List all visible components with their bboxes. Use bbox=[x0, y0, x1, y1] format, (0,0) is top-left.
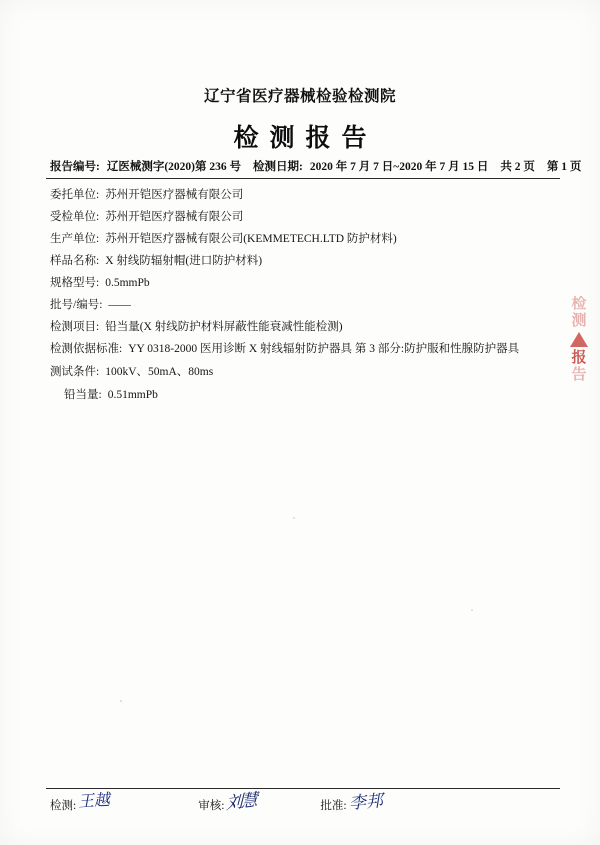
field-label: 测试条件: bbox=[50, 366, 100, 378]
field-label: 铅当量: bbox=[64, 389, 102, 401]
organization-title: 辽宁省医疗器械检验检测院 bbox=[203, 88, 396, 105]
current-page: 第 1 页 bbox=[546, 161, 582, 173]
signature-row bbox=[50, 790, 556, 814]
field-label: 规格型号: bbox=[50, 277, 100, 289]
field-label: 生产单位: bbox=[50, 233, 100, 245]
signature-label: 检测: bbox=[50, 800, 77, 812]
field-label: 样品名称: bbox=[50, 255, 100, 267]
signature-name: 李邦 bbox=[347, 791, 384, 813]
signature-tester bbox=[50, 791, 111, 813]
stamp-char: 测 bbox=[571, 313, 587, 329]
red-stamp bbox=[562, 296, 596, 408]
field-row bbox=[50, 362, 556, 383]
signature-label: 批准: bbox=[320, 800, 347, 812]
field-label: 委托单位: bbox=[50, 189, 100, 201]
signature-approver bbox=[320, 791, 384, 813]
field-row bbox=[50, 229, 556, 250]
field-label: 受检单位: bbox=[50, 211, 100, 223]
field-value: 0.51mmPb bbox=[107, 389, 158, 401]
field-value: —— bbox=[108, 299, 132, 311]
field-row bbox=[50, 185, 556, 206]
field-value: 铅当量(X 射线防护材料屏蔽性能衰减性能检测) bbox=[105, 321, 343, 333]
field-row bbox=[50, 251, 556, 272]
report-no-label: 报告编号: bbox=[50, 161, 100, 173]
field-value: 100kV、50mA、80ms bbox=[105, 366, 214, 378]
field-value: 苏州开铠医疗器械有限公司 bbox=[105, 189, 244, 201]
total-pages: 共 2 页 bbox=[500, 161, 535, 173]
scan-speck bbox=[471, 609, 473, 611]
test-date-value: 2020 年 7 月 7 日~2020 年 7 月 15 日 bbox=[309, 161, 489, 173]
signature-name: 王越 bbox=[77, 791, 111, 811]
document-title: 检测报告 bbox=[233, 125, 378, 152]
stamp-char: 检 bbox=[571, 296, 587, 312]
scan-speck bbox=[120, 700, 122, 702]
field-label: 检测依据标准: bbox=[50, 343, 123, 355]
report-meta-row bbox=[50, 158, 582, 174]
field-row bbox=[50, 207, 556, 228]
stamp-char: 告 bbox=[571, 367, 587, 383]
stamp-triangle-icon bbox=[570, 332, 588, 347]
field-value: 0.5mmPb bbox=[105, 277, 150, 289]
field-row bbox=[50, 295, 556, 316]
field-value: 苏州开铠医疗器械有限公司 bbox=[105, 211, 244, 223]
field-label: 检测项目: bbox=[50, 321, 100, 333]
signature-label: 审核: bbox=[198, 800, 225, 812]
header-divider bbox=[46, 178, 560, 179]
field-value: YY 0318-2000 医用诊断 X 射线辐射防护器具 第 3 部分:防护服和性腺防护器具 bbox=[128, 343, 520, 355]
test-date-label: 检测日期: bbox=[253, 161, 303, 173]
report-no-value: 辽医械测字(2020)第 236 号 bbox=[106, 161, 242, 173]
footer-divider bbox=[46, 788, 560, 789]
field-row bbox=[50, 273, 556, 294]
field-value: X 射线防辐射帽(进口防护材料) bbox=[105, 255, 263, 267]
signature-name: 刘慧 bbox=[226, 790, 257, 814]
stamp-char: 报 bbox=[571, 350, 587, 366]
fields-list bbox=[50, 185, 556, 407]
scan-speck bbox=[293, 517, 295, 519]
field-row bbox=[50, 317, 556, 338]
field-label: 批号/编号: bbox=[50, 299, 103, 311]
field-row bbox=[50, 385, 556, 406]
field-value: 苏州开铠医疗器械有限公司(KEMMETECH.LTD 防护材料) bbox=[105, 233, 397, 245]
signature-reviewer bbox=[198, 790, 257, 814]
field-row bbox=[50, 339, 556, 360]
